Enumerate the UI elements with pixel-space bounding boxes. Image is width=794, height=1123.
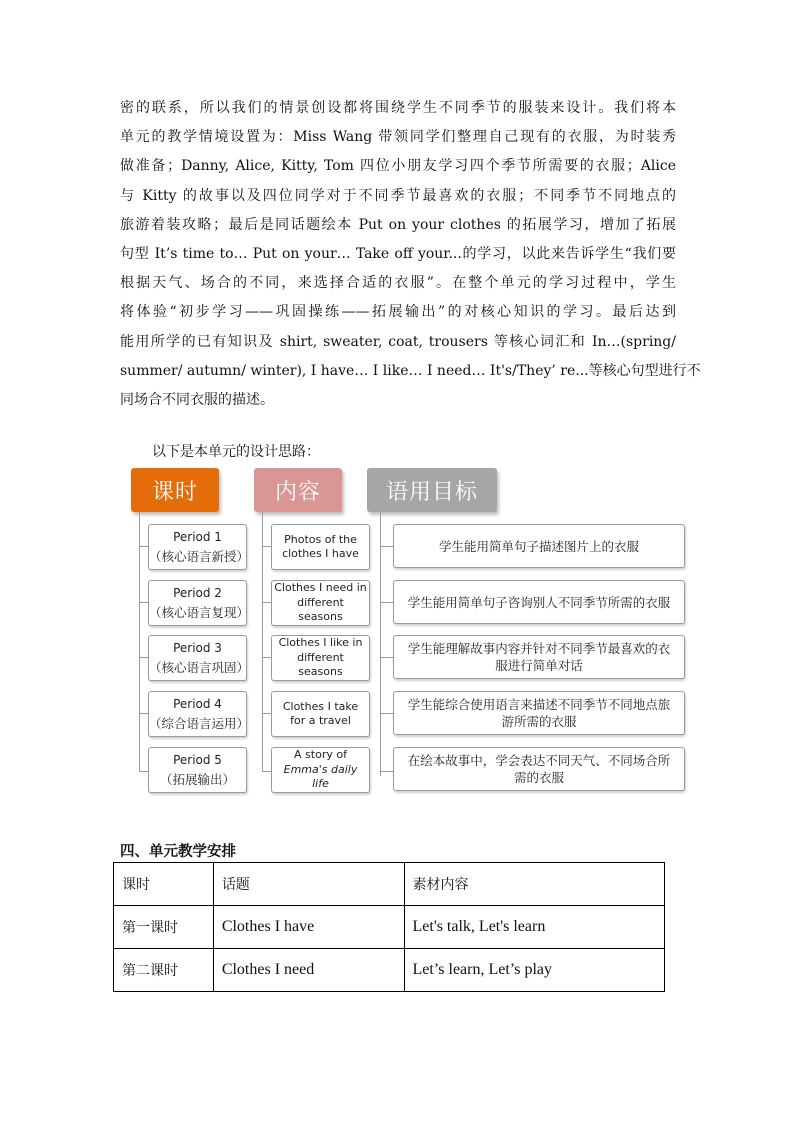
content-box — [271, 524, 370, 570]
content-line: Clothes I take — [282, 699, 359, 713]
connector-line — [139, 512, 140, 772]
table-row — [114, 949, 665, 992]
table-cell: Let’s learn, Let’s play — [404, 949, 665, 992]
content-line: A story of — [294, 748, 347, 762]
connector-line — [380, 771, 393, 772]
goal-line: 学生能综合使用语言来描述不同季节不同地点旅 — [407, 697, 671, 712]
paragraph-line: 做准备；Danny, Alice, Kitty, Tom 四位小朋友学习四个季节所需要的衣服；Alice — [120, 158, 676, 175]
connector-line — [139, 657, 148, 658]
connector-line — [139, 546, 148, 547]
goal-box — [393, 635, 685, 679]
connector-line — [380, 546, 393, 547]
goal-box — [393, 747, 685, 791]
paragraph-line: 句型 It’s time to… Put on your… Take off your...的学习，以此来告诉学生“我们要 — [120, 245, 676, 262]
table-cell: Clothes I have — [213, 906, 404, 949]
table-cell: Clothes I need — [213, 949, 404, 992]
paragraph-line: 将体验“初步学习——巩固操练——拓展输出”的对核心知识的学习。最后达到 — [120, 304, 676, 321]
connector-line — [262, 657, 271, 658]
paragraph-line: summer/ autumn/ winter), I have… I like… I need… It's/They’ re...等核心句型进行不 — [120, 362, 701, 379]
content-line: Photos of the — [284, 532, 357, 546]
connector-line — [262, 546, 271, 547]
period-box — [148, 747, 247, 793]
goal-line: 游所需的衣服 — [501, 714, 577, 729]
content-line: seasons — [298, 665, 343, 679]
goal-line: 需的衣服 — [513, 770, 564, 785]
header-goals: 语用目标 — [367, 468, 497, 512]
paragraph-line: 旅游着装攻略；最后是同话题绘本 Put on your clothes 的拓展学习，增加了拓展 — [120, 216, 676, 233]
content-line: for a travel — [290, 714, 351, 727]
connector-line — [139, 771, 148, 772]
section-title: 四、单元教学安排 — [120, 844, 236, 860]
period-title: Period 1 — [173, 530, 222, 544]
goal-line: 服进行简单对话 — [495, 658, 583, 673]
goal-line: 学生能用简单句子描述图片上的衣服 — [438, 538, 639, 554]
connector-line — [139, 602, 148, 603]
paragraph-line: 密的联系，所以我们的情景创设都将围绕学生不同季节的服装来设计。我们将本 — [120, 100, 676, 116]
connector-line — [380, 602, 393, 603]
content-line: Emma's daily — [283, 762, 358, 776]
period-subtitle: （综合语言运用） — [149, 716, 250, 731]
paragraph-line: 与 Kitty 的故事以及四位同学对于不同季节最喜欢的衣服；不同季节不同地点的 — [120, 187, 676, 204]
schedule-table — [113, 862, 665, 992]
connector-line — [139, 713, 148, 714]
content-line: seasons — [298, 610, 343, 624]
connector-line — [380, 713, 393, 714]
period-box — [148, 691, 250, 737]
content-box — [271, 580, 370, 626]
content-line: life — [312, 777, 329, 791]
content-line: Clothes I like in — [278, 636, 363, 650]
diagram-intro: 以下是本单元的设计思路： — [152, 444, 320, 460]
connector-line — [262, 602, 271, 603]
period-title: Period 2 — [173, 586, 222, 600]
table-cell: 第二课时 — [114, 949, 214, 992]
content-line: different — [297, 595, 344, 609]
table-row — [114, 906, 665, 949]
goal-box — [393, 691, 685, 735]
period-title: Period 5 — [173, 753, 222, 767]
content-line: clothes I have — [282, 547, 359, 560]
content-box — [271, 691, 370, 737]
period-subtitle: （核心语言复现） — [149, 605, 250, 620]
table-cell: Let's talk, Let's learn — [404, 906, 665, 949]
paragraph-line: 单元的教学情境设置为：Miss Wang 带领同学们整理自己现有的衣服，为时装秀 — [120, 129, 676, 146]
table-header-cell: 素材内容 — [404, 863, 665, 906]
connector-line — [262, 512, 263, 772]
table-header-cell: 话题 — [213, 863, 404, 906]
paragraph-line: 根据天气、场合的不同，来选择合适的衣服”。在整个单元的学习过程中，学生 — [120, 275, 676, 292]
period-box — [148, 524, 250, 570]
content-box — [271, 635, 370, 681]
period-subtitle: （核心语言巩固） — [149, 660, 250, 675]
goal-line: 在绘本故事中，学会表达不同天气、不同场合所 — [407, 753, 671, 768]
period-box — [148, 580, 250, 626]
paragraph-line: 能用所学的已有知识及 shirt, sweater, coat, trousers 等核心词汇和 In…(spring/ — [120, 333, 676, 350]
goal-line: 学生能用简单句子咨询别人不同季节所需的衣服 — [407, 594, 671, 610]
goal-box — [393, 580, 685, 624]
content-line: different — [297, 650, 344, 664]
header-content: 内容 — [254, 468, 342, 512]
table-header-cell: 课时 — [114, 863, 214, 906]
paragraph-line: 同场合不同衣服的描述。 — [120, 391, 274, 408]
table-header-row — [114, 863, 665, 906]
content-line: Clothes I need in — [274, 581, 367, 595]
period-subtitle: （拓展输出） — [159, 772, 235, 787]
period-subtitle: （核心语言新授） — [149, 549, 250, 564]
connector-line — [262, 771, 271, 772]
period-box — [148, 635, 250, 681]
header-periods: 课时 — [131, 468, 219, 512]
connector-line — [262, 713, 271, 714]
table-cell: 第一课时 — [114, 906, 214, 949]
content-box — [271, 747, 370, 793]
period-title: Period 3 — [173, 641, 222, 655]
goal-box — [393, 524, 685, 568]
connector-line — [380, 657, 393, 658]
connector-line — [380, 512, 381, 776]
goal-line: 学生能理解故事内容并针对不同季节最喜欢的衣 — [407, 641, 671, 656]
period-title: Period 4 — [173, 697, 222, 711]
